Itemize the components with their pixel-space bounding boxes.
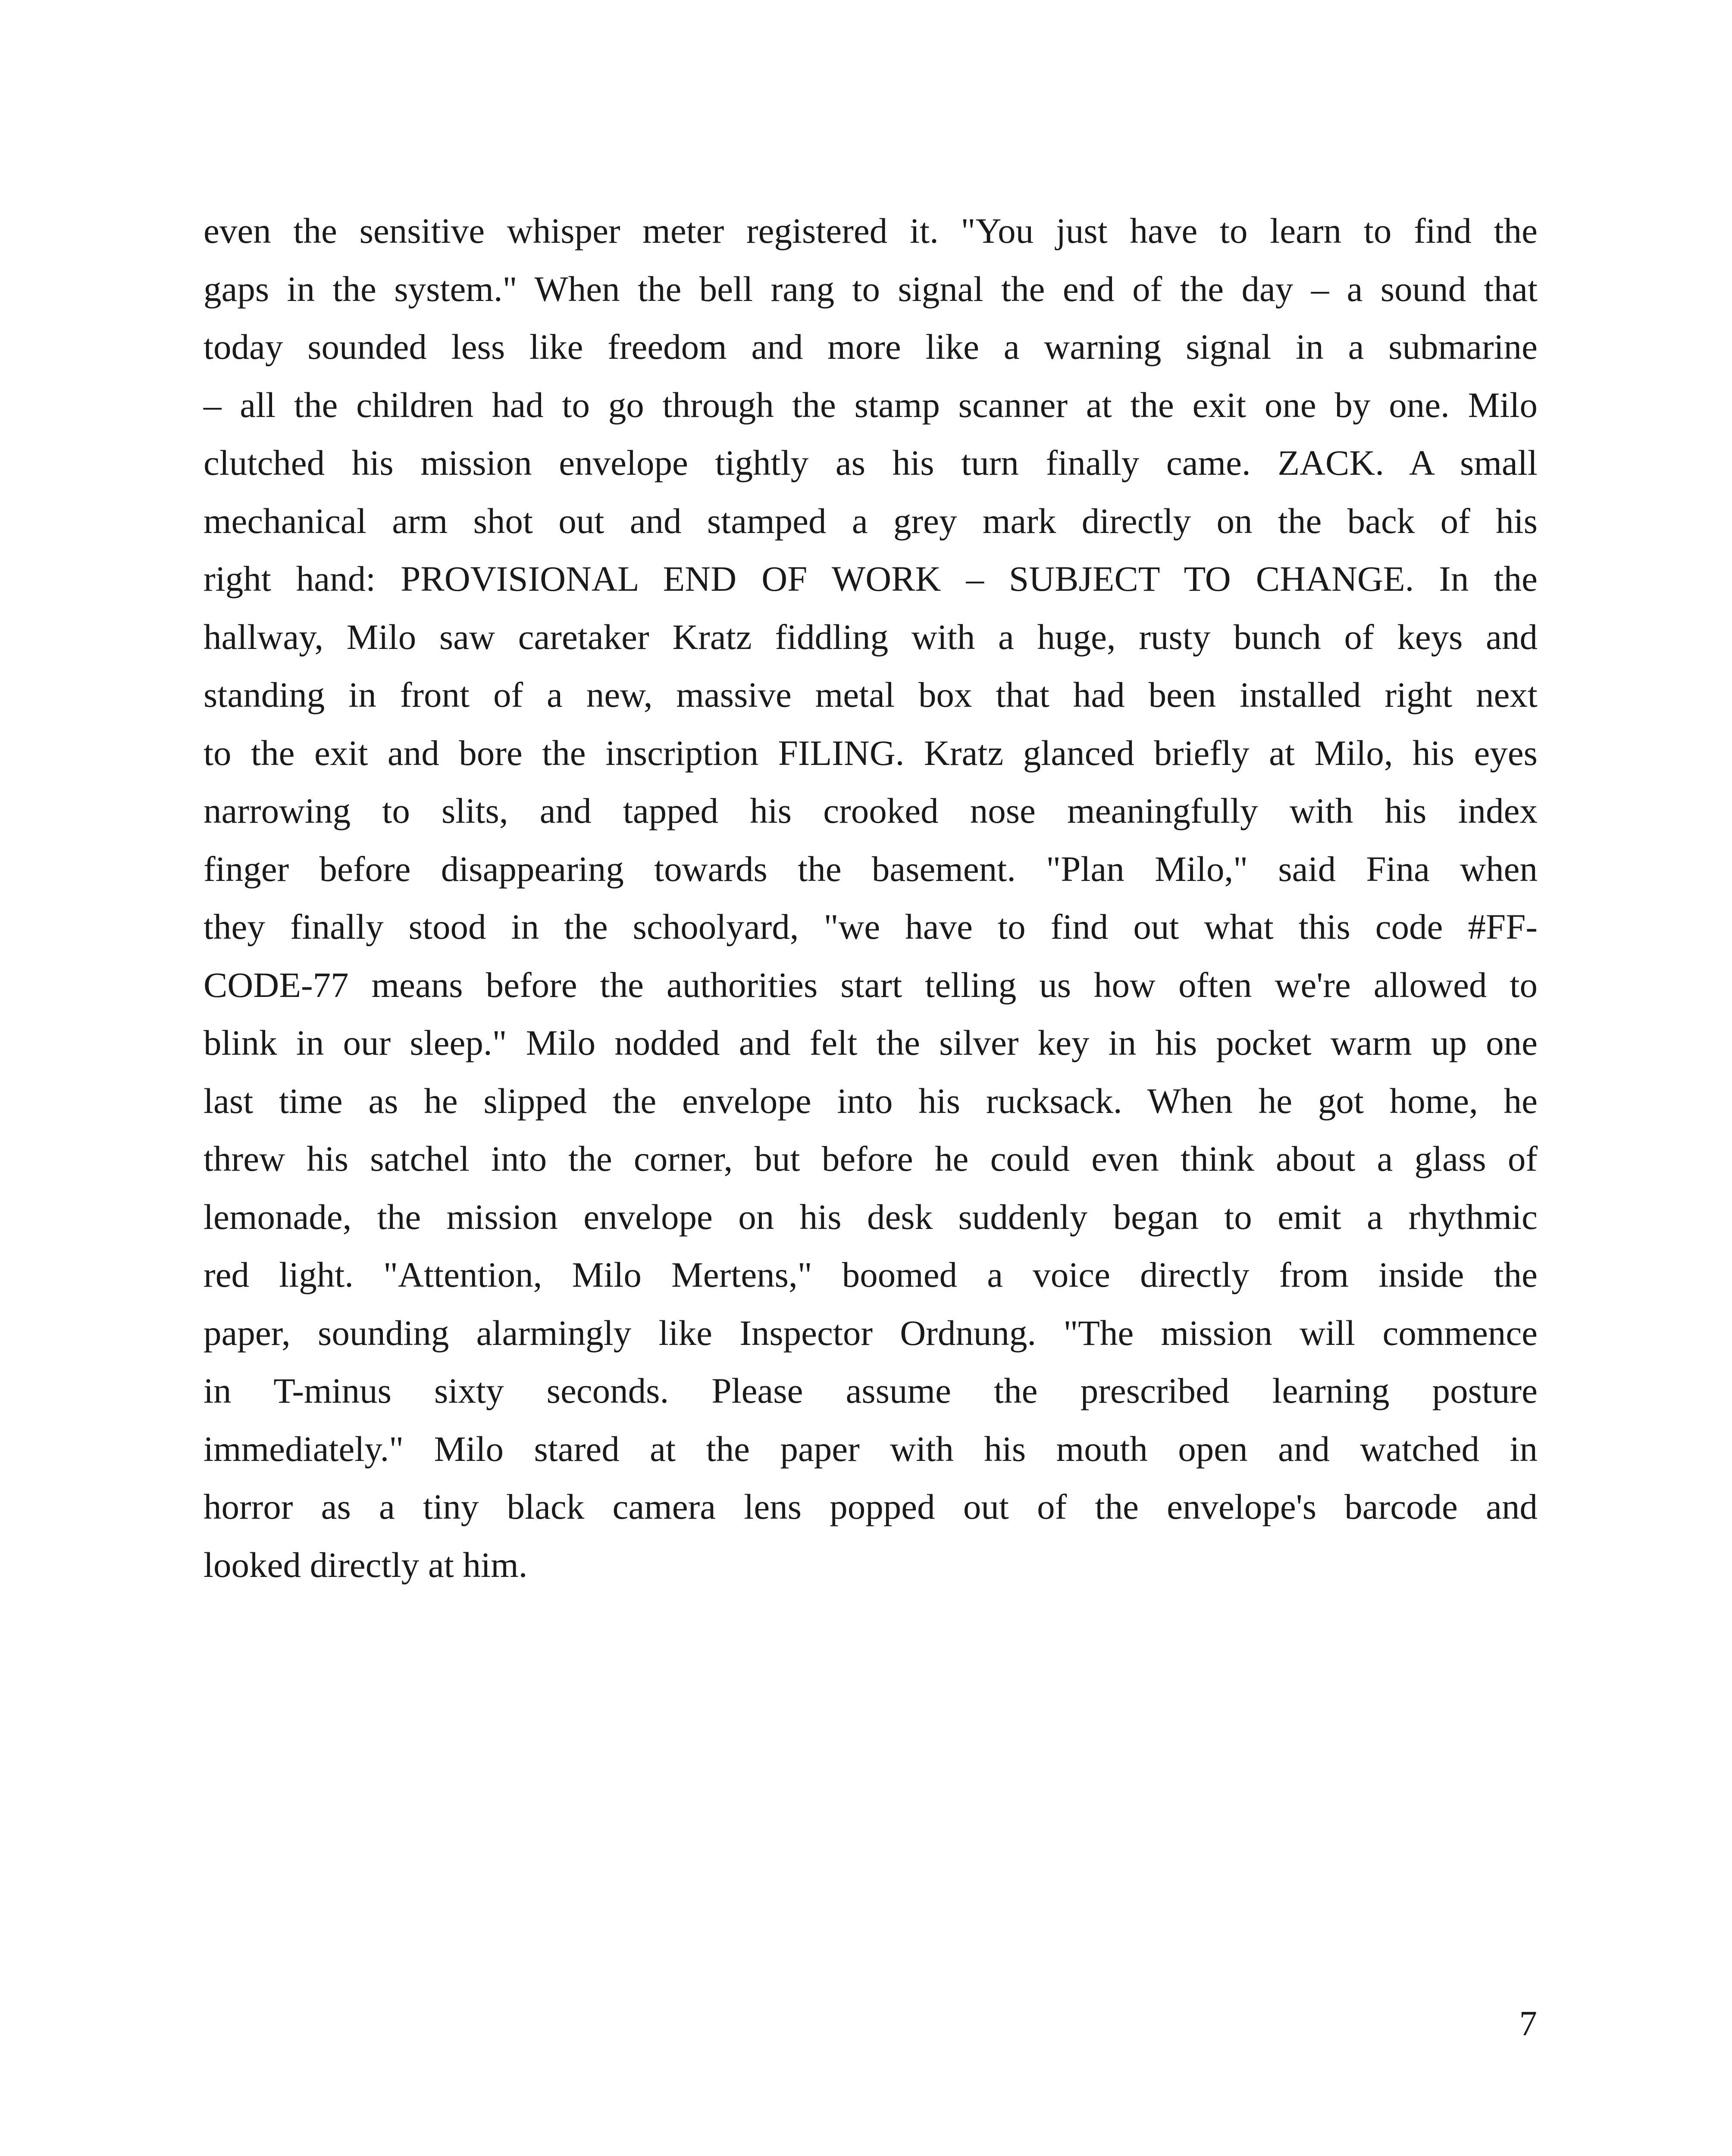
text-line: mechanical arm shot out and stamped a grey mark directly on the back of his	[204, 501, 1538, 541]
page-number: 7	[1519, 2003, 1537, 2043]
text-line: in T-minus sixty seconds. Please assume the prescribed learning posture	[204, 1371, 1538, 1410]
text-line: even the sensitive whisper meter registered it. "You just have to learn to find the	[204, 211, 1538, 251]
text-line: narrowing to slits, and tapped his crooked nose meaningfully with his index	[204, 791, 1538, 830]
text-line: gaps in the system." When the bell rang to signal the end of the day – a sound that	[204, 269, 1538, 309]
text-line: paper, sounding alarmingly like Inspector Ordnung. "The mission will commence	[204, 1313, 1538, 1353]
text-line: blink in our sleep." Milo nodded and felt the silver key in his pocket warm up one	[204, 1023, 1538, 1062]
text-line: lemonade, the mission envelope on his desk suddenly began to emit a rhythmic	[204, 1197, 1538, 1237]
text-line-last: looked directly at him.	[204, 1545, 528, 1585]
text-line: – all the children had to go through the stamp scanner at the exit one by one. Milo	[204, 385, 1538, 425]
text-line: to the exit and bore the inscription FILING. Kratz glanced briefly at Milo, his eyes	[204, 733, 1538, 773]
text-line: right hand: PROVISIONAL END OF WORK – SUBJECT TO CHANGE. In the	[204, 559, 1538, 599]
text-line: threw his satchel into the corner, but before he could even think about a glass of	[204, 1139, 1538, 1178]
text-line: immediately." Milo stared at the paper with his mouth open and watched in	[204, 1429, 1538, 1469]
text-line: CODE-77 means before the authorities start telling us how often we're allowed to	[204, 965, 1538, 1005]
text-line: horror as a tiny black camera lens popped out of the envelope's barcode and	[204, 1487, 1538, 1526]
text-line: they finally stood in the schoolyard, "we have to find out what this code #FF-	[204, 907, 1538, 946]
text-line: last time as he slipped the envelope into his rucksack. When he got home, he	[204, 1081, 1538, 1121]
text-line: red light. "Attention, Milo Mertens," boomed a voice directly from inside the	[204, 1255, 1538, 1294]
text-line: finger before disappearing towards the basement. "Plan Milo," said Fina when	[204, 849, 1538, 889]
body-paragraph	[204, 202, 1538, 1594]
text-line: clutched his mission envelope tightly as his turn finally came. ZACK. A small	[204, 443, 1538, 483]
text-line: today sounded less like freedom and more like a warning signal in a submarine	[204, 327, 1538, 367]
text-line: hallway, Milo saw caretaker Kratz fiddling with a huge, rusty bunch of keys and	[204, 617, 1538, 657]
text-line: standing in front of a new, massive metal box that had been installed right next	[204, 675, 1538, 714]
